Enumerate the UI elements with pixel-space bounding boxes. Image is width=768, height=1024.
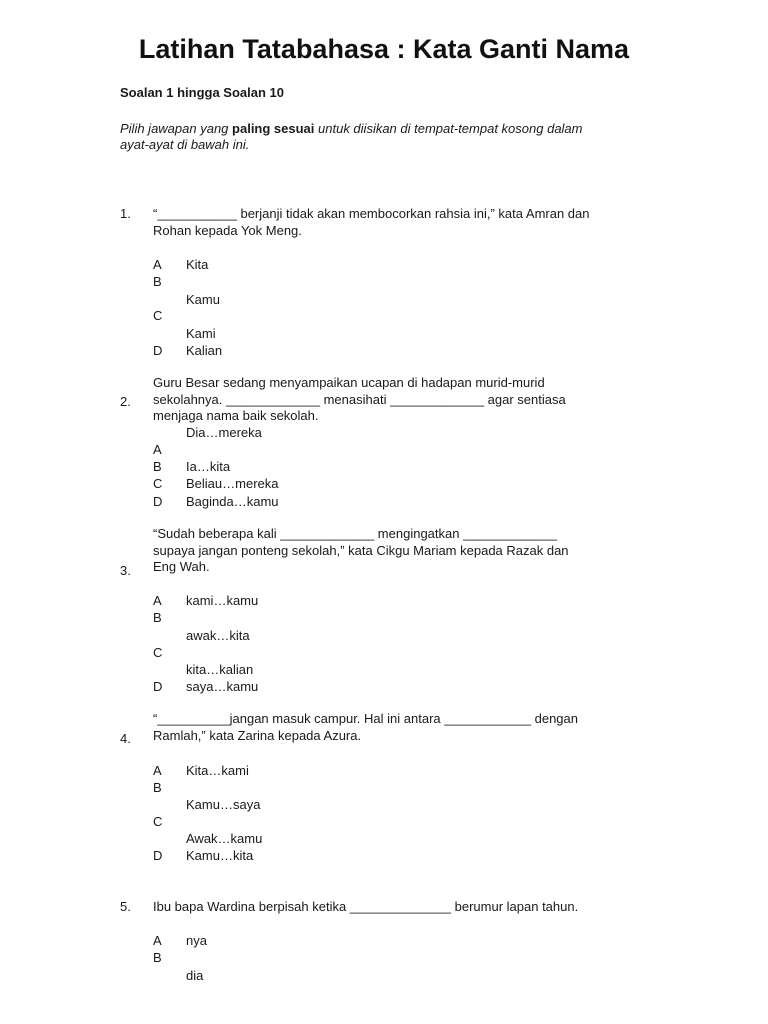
option-text: Beliau…mereka [186,476,279,491]
option-text: Awak…kamu [186,831,263,846]
option-text: Dia…mereka [186,425,262,440]
page-title: Latihan Tatabahasa : Kata Ganti Nama [138,34,630,64]
option-letter: A [153,763,162,778]
question-text-line: Guru Besar sedang menyampaikan ucapan di hadapan murid-murid [153,375,545,390]
question-text-line: Ibu bapa Wardina berpisah ketika ______________ berumur lapan tahun. [153,899,579,914]
question-number: 5. [120,899,131,914]
option-text: Kamu…saya [186,797,261,812]
question-number: 4. [120,731,131,746]
option-letter: C [153,645,163,660]
instruction-suffix: untuk diisikan di tempat-tempat kosong dalam [314,121,583,136]
option-letter: B [153,274,162,289]
option-letter: D [153,494,163,509]
question-number: 2. [120,394,131,409]
option-text: Kita…kami [186,763,249,778]
option-text: awak…kita [186,628,250,643]
question-text-line: sekolahnya. _____________ menasihati _____________ agar sentiasa [153,392,566,407]
option-text: kita…kalian [186,662,254,677]
option-text: kami…kamu [186,593,259,608]
instruction-prefix: Pilih jawapan yang [120,121,233,136]
option-letter: A [153,593,162,608]
option-letter: C [153,476,163,491]
option-letter: B [153,780,162,795]
option-text: Kamu [186,292,220,307]
instruction-line2: ayat-ayat di bawah ini. [120,137,250,152]
option-letter: B [153,459,162,474]
option-text: dia [186,968,204,983]
question-text-line: “__________jangan masuk campur. Hal ini antara ____________ dengan [153,711,578,726]
question-number: 3. [120,563,131,578]
option-letter: D [153,343,163,358]
option-letter: D [153,679,163,694]
option-letter: A [153,933,162,948]
option-text: Kita [186,257,209,272]
option-text: Kalian [186,343,223,358]
question-text-line: Ramlah,” kata Zarina kepada Azura. [153,728,362,743]
option-letter: B [153,610,162,625]
question-number: 1. [120,206,131,221]
question-text-line: “___________ berjanji tidak akan membocorkan rahsia ini,” kata Amran dan [153,206,590,221]
option-text: saya…kamu [186,679,259,694]
instructions [120,121,583,153]
question-text-line: “Sudah beberapa kali _____________ mengingatkan _____________ [153,526,558,541]
option-letter: C [153,308,163,323]
question-text-line: Rohan kepada Yok Meng. [153,223,302,238]
option-letter: D [153,848,163,863]
question-text-line: menjaga nama baik sekolah. [153,408,319,423]
question-text-line: supaya jangan ponteng sekolah,” kata Cikgu Mariam kepada Razak dan [153,543,569,558]
option-text: Kami [186,326,216,341]
option-text: Baginda…kamu [186,494,279,509]
option-letter: C [153,814,163,829]
option-text: Kamu…kita [186,848,254,863]
option-text: nya [186,933,207,948]
section-subtitle: Soalan 1 hingga Soalan 10 [120,85,284,100]
option-letter: A [153,257,162,272]
instruction-emphasis: paling sesuai [232,121,315,136]
option-text: Ia…kita [186,459,231,474]
option-letter: B [153,950,162,965]
option-letter: A [153,442,162,457]
question-text-line: Eng Wah. [153,559,210,574]
